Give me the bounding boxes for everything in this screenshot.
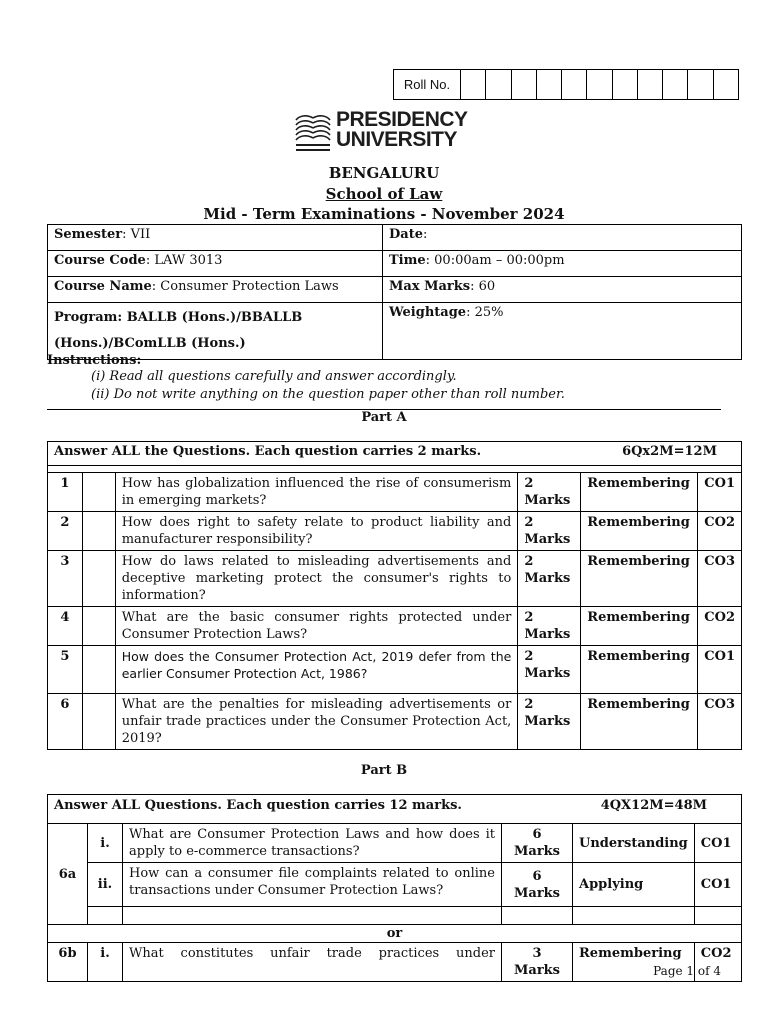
bloom-level: Remembering <box>581 512 698 551</box>
question-text: How has globalization influenced the rise of consumerism in emerging markets? <box>115 473 518 512</box>
bloom-level: Applying <box>573 863 695 907</box>
course-outcome: CO3 <box>698 694 742 750</box>
logo-line-2: UNIVERSITY <box>336 128 458 151</box>
marks: 3 Marks <box>502 943 573 982</box>
logo-line-1: PRESIDENCY <box>336 108 468 131</box>
instruction-item: (ii) Do not write anything on the question paper other than roll number. <box>91 387 565 402</box>
roll-cell[interactable] <box>613 70 638 99</box>
part-a-header: Answer ALL the Questions. Each question carries 2 marks. 6Qx2M=12M <box>48 442 742 466</box>
marks: 2 Marks <box>518 694 581 750</box>
question-row: 6 What are the penalties for misleading advertisements or unfair trade practices under the Consumer Protection Act, 2019? 2 Marks Remembering CO3 <box>48 694 742 750</box>
city-heading: BENGALURU <box>328 164 440 182</box>
marks: 6 Marks <box>502 824 573 863</box>
instructions-title: Instructions: <box>47 353 142 368</box>
part-b-table <box>47 794 742 982</box>
question-row: 3 How do laws related to misleading advertisements and deceptive marketing protect the consumer's rights to information? 2 Marks Remembering CO3 <box>48 551 742 607</box>
question-text: How can a consumer file complaints related to online transactions under Consumer Protection Laws? <box>123 863 502 907</box>
bloom-level: Understanding <box>573 824 695 863</box>
marks: 2 Marks <box>518 551 581 607</box>
roll-cell[interactable] <box>688 70 713 99</box>
time-cell: Time: 00:00am – 00:00pm <box>383 251 742 277</box>
question-text: How does the Consumer Protection Act, 2019 defer from the earlier Consumer Protection Act, 1986? <box>115 646 518 694</box>
bloom-level: Remembering <box>581 694 698 750</box>
question-text: What are Consumer Protection Laws and how does it apply to e-commerce transactions? <box>123 824 502 863</box>
weightage-cell: Weightage: 25% <box>383 303 742 360</box>
course-outcome: CO1 <box>694 824 741 863</box>
roll-cell[interactable] <box>537 70 562 99</box>
question-row: 2 How does right to safety relate to product liability and manufacturer responsibility? 2 Marks Remembering CO2 <box>48 512 742 551</box>
bloom-level: Remembering <box>581 551 698 607</box>
roll-cell[interactable] <box>638 70 663 99</box>
course-outcome: CO2 <box>698 607 742 646</box>
part-a-table <box>47 441 742 750</box>
question-row: 5 How does the Consumer Protection Act, 2019 defer from the earlier Consumer Protection Act, 1986? 2 Marks Remembering CO1 <box>48 646 742 694</box>
exam-info-table <box>47 224 742 360</box>
course-outcome: CO1 <box>698 473 742 512</box>
bloom-level: Remembering <box>573 943 695 982</box>
question-row: ii. How can a consumer file complaints related to online transactions under Consumer Protection Laws? 6 Marks Applying CO1 <box>48 863 742 907</box>
roll-cell[interactable] <box>663 70 688 99</box>
course-name-cell: Course Name: Consumer Protection Laws <box>48 277 383 303</box>
part-a-title: Part A <box>361 410 407 425</box>
roll-cell[interactable] <box>714 70 738 99</box>
question-text: What are the penalties for misleading advertisements or unfair trade practices under the Consumer Protection Act, 2019? <box>115 694 518 750</box>
course-outcome: CO1 <box>694 863 741 907</box>
roll-cell[interactable] <box>562 70 587 99</box>
marks: 2 Marks <box>518 473 581 512</box>
marks: 2 Marks <box>518 646 581 694</box>
roll-cell[interactable] <box>486 70 511 99</box>
roll-number-label: Roll No. <box>394 70 461 99</box>
roll-cell[interactable] <box>512 70 537 99</box>
course-code-cell: Course Code: LAW 3013 <box>48 251 383 277</box>
question-text: How do laws related to misleading advertisements and deceptive marketing protect the consumer's rights to information? <box>115 551 518 607</box>
marks: 2 Marks <box>518 607 581 646</box>
school-heading: School of Law <box>325 185 443 203</box>
question-number: 6b <box>48 943 88 982</box>
max-marks-cell: Max Marks: 60 <box>383 277 742 303</box>
semester-cell: Semester: VII <box>48 225 383 251</box>
roll-cell[interactable] <box>461 70 486 99</box>
bloom-level: Remembering <box>581 607 698 646</box>
marks: 2 Marks <box>518 512 581 551</box>
instruction-item: (i) Read all questions carefully and answer accordingly. <box>91 369 457 384</box>
question-text: How does right to safety relate to product liability and manufacturer responsibility? <box>115 512 518 551</box>
question-number: 6a <box>48 824 88 925</box>
question-text: What constitutes unfair trade practices under <box>123 943 502 982</box>
book-emblem-icon <box>294 112 332 156</box>
page-number: Page 1 of 4 <box>653 964 721 978</box>
question-text: What are the basic consumer rights protected under Consumer Protection Laws? <box>115 607 518 646</box>
question-row: 4 What are the basic consumer rights protected under Consumer Protection Laws? 2 Marks Remembering CO2 <box>48 607 742 646</box>
question-row: 1 How has globalization influenced the rise of consumerism in emerging markets? 2 Marks Remembering CO1 <box>48 473 742 512</box>
university-logo <box>294 108 468 156</box>
question-row: 6a i. What are Consumer Protection Laws and how does it apply to e-commerce transactions? 6 Marks Understanding CO1 <box>48 824 742 863</box>
program-cell: Program: BALLB (Hons.)/BBALLB (Hons.)/BComLLB (Hons.) <box>48 303 383 360</box>
question-row: 6b i. What constitutes unfair trade practices under 3 Marks Remembering CO2 <box>48 943 742 982</box>
course-outcome: CO2 <box>698 512 742 551</box>
part-b-title: Part B <box>360 763 408 778</box>
roll-cell[interactable] <box>587 70 612 99</box>
roll-number-box <box>393 69 739 100</box>
marks: 6 Marks <box>502 863 573 907</box>
instructions <box>47 353 742 404</box>
course-outcome: CO2 <box>694 943 741 982</box>
bloom-level: Remembering <box>581 646 698 694</box>
exam-heading: Mid - Term Examinations - November 2024 <box>203 205 565 223</box>
or-separator: or <box>48 925 742 943</box>
course-outcome: CO3 <box>698 551 742 607</box>
date-cell: Date: <box>383 225 742 251</box>
part-b-header: Answer ALL Questions. Each question carries 12 marks. 4QX12M=48M <box>48 795 742 824</box>
course-outcome: CO1 <box>698 646 742 694</box>
bloom-level: Remembering <box>581 473 698 512</box>
